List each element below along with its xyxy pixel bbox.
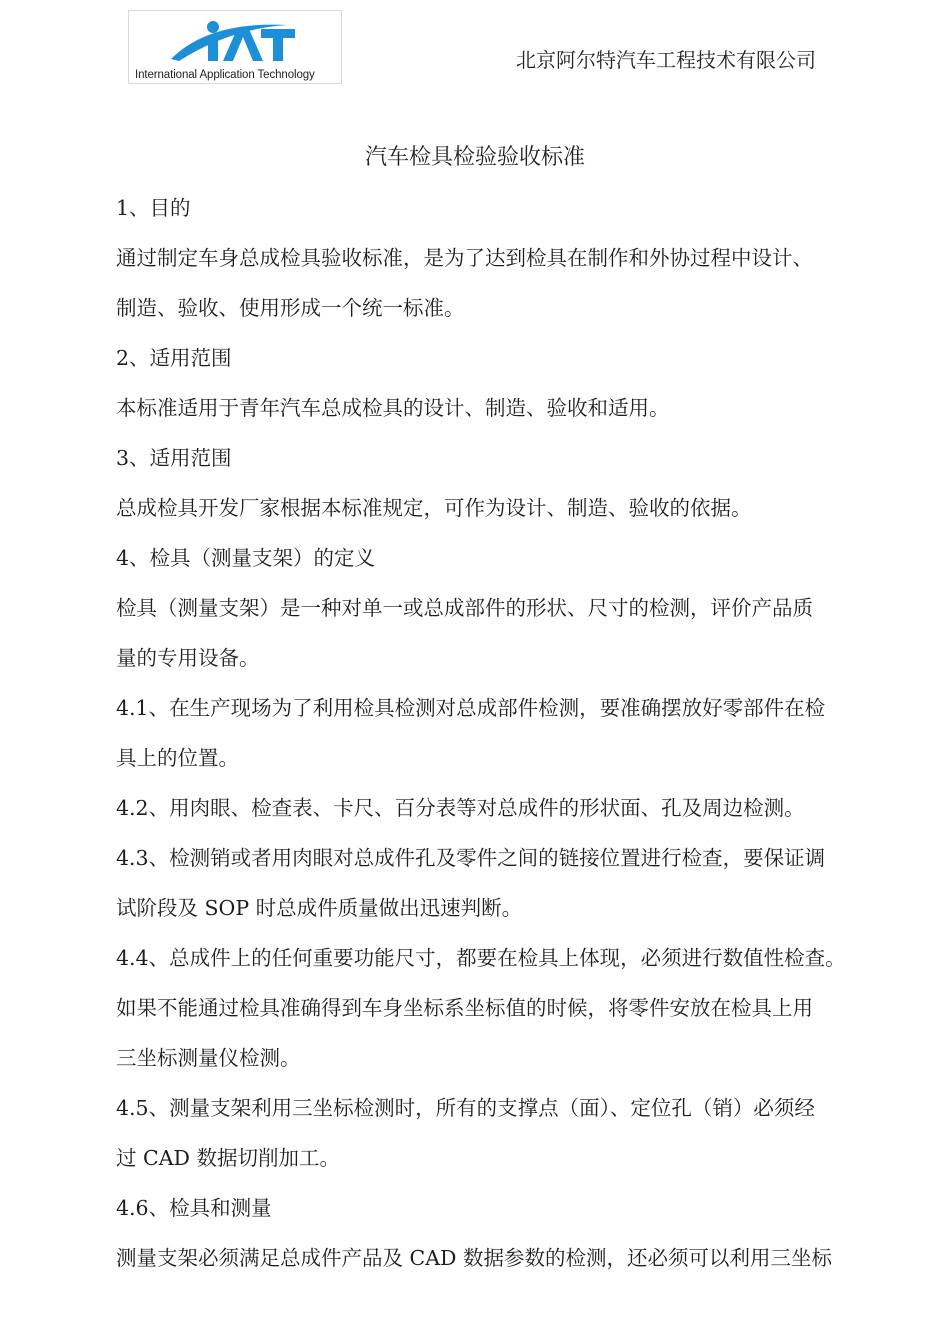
logo-text: International Application Technology (135, 69, 315, 81)
section-heading: 3、适用范围 (116, 446, 232, 470)
paragraph-line: 过 CAD 数据切削加工。 (116, 1146, 340, 1170)
paragraph-line: 4.3、检测销或者用肉眼对总成件孔及零件之间的链接位置进行检查，要保证调 (116, 846, 826, 870)
company-logo (128, 10, 342, 84)
paragraph-line: 本标准适用于青年汽车总成检具的设计、制造、验收和适用。 (116, 396, 670, 420)
paragraph-line: 4.5、测量支架利用三坐标检测时，所有的支撑点（面）、定位孔（销）必须经 (116, 1096, 815, 1120)
section-heading: 4.6、检具和测量 (116, 1196, 272, 1220)
section-heading: 4、检具（测量支架）的定义 (116, 546, 376, 570)
paragraph-line: 具上的位置。 (116, 746, 239, 770)
iat-logo-icon (169, 15, 299, 67)
section-heading: 2、适用范围 (116, 346, 232, 370)
paragraph-line: 4.1、在生产现场为了利用检具检测对总成部件检测，要准确摆放好零部件在检 (116, 696, 826, 720)
section-heading: 1、目的 (116, 196, 191, 220)
paragraph-line: 量的专用设备。 (116, 646, 260, 670)
paragraph-line: 4.2、用肉眼、检查表、卡尺、百分表等对总成件的形状面、孔及周边检测。 (116, 796, 805, 820)
paragraph-line: 检具（测量支架）是一种对单一或总成部件的形状、尺寸的检测，评价产品质 (116, 596, 813, 620)
document-title: 汽车检具检验验收标准 (364, 145, 585, 170)
paragraph-line: 制造、验收、使用形成一个统一标准。 (116, 296, 465, 320)
document-body (116, 183, 896, 1283)
company-name: 北京阿尔特汽车工程技术有限公司 (516, 48, 816, 72)
paragraph-line: 试阶段及 SOP 时总成件质量做出迅速判断。 (116, 896, 523, 920)
paragraph-line: 如果不能通过检具准确得到车身坐标系坐标值的时候，将零件安放在检具上用 (116, 996, 813, 1020)
paragraph-line: 测量支架必须满足总成件产品及 CAD 数据参数的检测，还必须可以利用三坐标 (116, 1246, 832, 1270)
paragraph-line: 总成检具开发厂家根据本标准规定，可作为设计、制造、验收的依据。 (116, 496, 752, 520)
paragraph-line: 通过制定车身总成检具验收标准，是为了达到检具在制作和外协过程中设计、 (116, 246, 813, 270)
paragraph-line: 4.4、总成件上的任何重要功能尺寸，都要在检具上体现，必须进行数值性检查。 (116, 946, 846, 970)
paragraph-line: 三坐标测量仪检测。 (116, 1046, 301, 1070)
